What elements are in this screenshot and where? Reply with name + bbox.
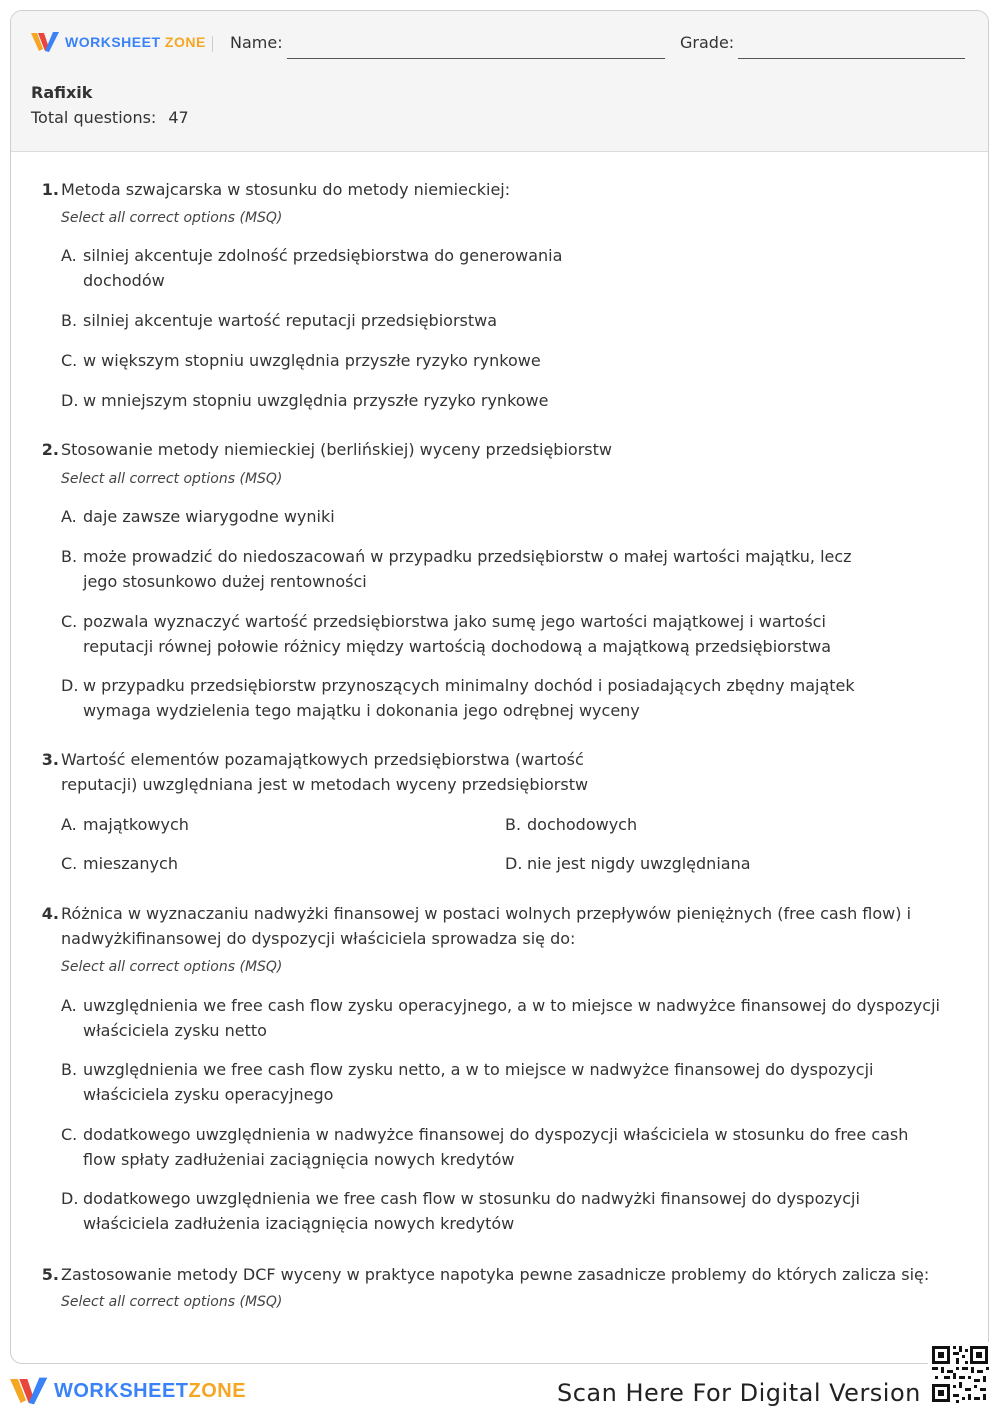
- brand-logo-icon: [10, 1376, 50, 1406]
- brand-name-part2: ZONE: [164, 34, 206, 50]
- option-letter: C.: [61, 351, 78, 370]
- option-text-line: daje zawsze wiarygodne wyniki: [83, 507, 335, 526]
- question-text: Metoda szwajcarska w stosunku do metody niemieckiej:: [61, 180, 511, 199]
- option-b[interactable]: [61, 1057, 961, 1107]
- option-text-line: silniej akcentuje wartość reputacji przedsiębiorstwa: [83, 311, 498, 330]
- option-text-line: wymaga wydzielenia tego majątku i dokonania jego odrębnej wyceny: [83, 701, 640, 720]
- option-c[interactable]: [61, 1122, 961, 1172]
- option-d[interactable]: [61, 388, 961, 413]
- total-questions-label: Total questions:: [31, 108, 157, 127]
- option-text-line: dochodowych: [527, 815, 638, 834]
- option-letter: D.: [61, 676, 79, 695]
- grade-field[interactable]: [738, 58, 965, 59]
- option-letter: A.: [61, 507, 77, 526]
- footer-brand-name-part2: ZONE: [188, 1379, 247, 1402]
- brand-logo-icon: [31, 31, 61, 53]
- qr-code-icon[interactable]: [928, 1342, 992, 1406]
- name-label: Name:: [230, 33, 283, 52]
- question-text: reputacji) uwzględniana jest w metodach wyceny przedsiębiorstw: [61, 775, 589, 794]
- option-letter: B.: [505, 815, 522, 834]
- footer-brand-name-part1: WORKSHEET: [54, 1379, 189, 1402]
- question-text: Stosowanie metody niemieckiej (berlińskiej) wyceny przedsiębiorstw: [61, 440, 612, 459]
- question-number: 1.: [41, 180, 59, 199]
- option-c[interactable]: [61, 851, 481, 876]
- option-letter: A.: [61, 246, 77, 265]
- option-text-line: w przypadku przedsiębiorstw przynoszących minimalny dochód i posiadających zbędny majątek: [83, 676, 855, 695]
- option-text-line: właściciela zadłużenia izaciągnięcia nowych kredytów: [83, 1214, 515, 1233]
- option-a[interactable]: [61, 243, 961, 293]
- option-d[interactable]: [505, 851, 945, 876]
- option-b[interactable]: [61, 308, 961, 333]
- option-a[interactable]: [61, 812, 481, 837]
- total-questions-value: 47: [168, 108, 189, 127]
- option-text-line: dochodów: [83, 271, 165, 290]
- worksheet-title: Rafixik: [31, 83, 93, 102]
- option-letter: B.: [61, 311, 78, 330]
- header-divider: [212, 36, 213, 52]
- option-text-line: majątkowych: [83, 815, 189, 834]
- question-instruction: Select all correct options (MSQ): [61, 210, 283, 226]
- option-text-line: może prowadzić do niedoszacowań w przypadku przedsiębiorstw o małej wartości majątku, lecz: [83, 547, 852, 566]
- total-questions: [31, 108, 189, 127]
- option-letter: C.: [61, 1125, 78, 1144]
- option-b[interactable]: [61, 544, 961, 594]
- brand-name: [65, 34, 206, 50]
- question-number: 2.: [41, 440, 59, 459]
- option-letter: C.: [61, 854, 78, 873]
- option-letter: B.: [61, 1060, 78, 1079]
- name-field[interactable]: [287, 58, 665, 59]
- option-b[interactable]: [505, 812, 945, 837]
- option-a[interactable]: [61, 504, 961, 529]
- option-text-line: nie jest nigdy uwzględniana: [527, 854, 751, 873]
- question-text: Różnica w wyznaczaniu nadwyżki finansowej w postaci wolnych przepływów pieniężnych (free cash flow) i: [61, 904, 912, 923]
- option-text-line: w większym stopniu uwzględnia przyszłe ryzyko rynkowe: [83, 351, 541, 370]
- option-letter: D.: [61, 1189, 79, 1208]
- option-text-line: pozwala wyznaczyć wartość przedsiębiorstwa jako sumę jego wartości majątkowej i wartości: [83, 612, 826, 631]
- option-text-line: reputacji równej połowie różnicy między wartością dochodową a majątkową przedsiębiorstwa: [83, 637, 831, 656]
- option-text-line: silniej akcentuje zdolność przedsiębiorstwa do generowania: [83, 246, 563, 265]
- brand-name-part1: WORKSHEET: [65, 34, 161, 50]
- option-letter: A.: [61, 996, 77, 1015]
- question-number: 3.: [41, 750, 59, 769]
- option-text-line: uwzględnienia we free cash flow zysku operacyjnego, a w to miejsce w nadwyżce finansowej do dyspozycji: [83, 996, 940, 1015]
- option-letter: B.: [61, 547, 78, 566]
- question-text: Zastosowanie metody DCF wyceny w praktyce napotyka pewne zasadnicze problemy do których zalicza się:: [61, 1265, 930, 1284]
- grade-label: Grade:: [680, 33, 735, 52]
- option-text-line: uwzględnienia we free cash flow zysku netto, a w to miejsce w nadwyżce finansowej do dyspozycji: [83, 1060, 874, 1079]
- option-text-line: flow spłaty zadłużeniai zaciągnięcia nowych kredytów: [83, 1150, 515, 1169]
- question-number: 4.: [41, 904, 59, 923]
- scan-prompt: Scan Here For Digital Version: [557, 1379, 921, 1407]
- option-c[interactable]: [61, 348, 961, 373]
- option-c[interactable]: [61, 609, 961, 659]
- option-text-line: dodatkowego uwzględnienia w nadwyżce finansowej do dyspozycji właściciela w stosunku do free cash: [83, 1125, 909, 1144]
- option-letter: C.: [61, 612, 78, 631]
- question-text: nadwyżkifinansowej do dyspozycji właściciela sprowadza się do:: [61, 929, 576, 948]
- footer-brand-logo: [10, 1376, 246, 1406]
- option-letter: A.: [61, 815, 77, 834]
- question-number: 5.: [41, 1265, 59, 1284]
- option-d[interactable]: [61, 673, 961, 723]
- brand-logo: [31, 31, 206, 53]
- option-text-line: jego stosunkowo dużej rentowności: [83, 572, 367, 591]
- option-d[interactable]: [61, 1186, 961, 1236]
- worksheet-header: [11, 11, 988, 152]
- option-text-line: w mniejszym stopniu uwzględnia przyszłe ryzyko rynkowe: [83, 391, 549, 410]
- worksheet-page: [10, 10, 989, 1364]
- option-text-line: właściciela zysku netto: [83, 1021, 267, 1040]
- question-instruction: Select all correct options (MSQ): [61, 959, 283, 975]
- option-text-line: mieszanych: [83, 854, 178, 873]
- footer-brand-name: [54, 1380, 246, 1403]
- option-text-line: dodatkowego uwzględnienia we free cash flow w stosunku do nadwyżki finansowej do dyspozycji: [83, 1189, 860, 1208]
- question-instruction: Select all correct options (MSQ): [61, 471, 283, 487]
- option-a[interactable]: [61, 993, 961, 1043]
- option-letter: D.: [505, 854, 523, 873]
- question-text: Wartość elementów pozamajątkowych przedsiębiorstwa (wartość: [61, 750, 584, 769]
- option-text-line: właściciela zysku operacyjnego: [83, 1085, 334, 1104]
- question-instruction: Select all correct options (MSQ): [61, 1294, 283, 1310]
- option-letter: D.: [61, 391, 79, 410]
